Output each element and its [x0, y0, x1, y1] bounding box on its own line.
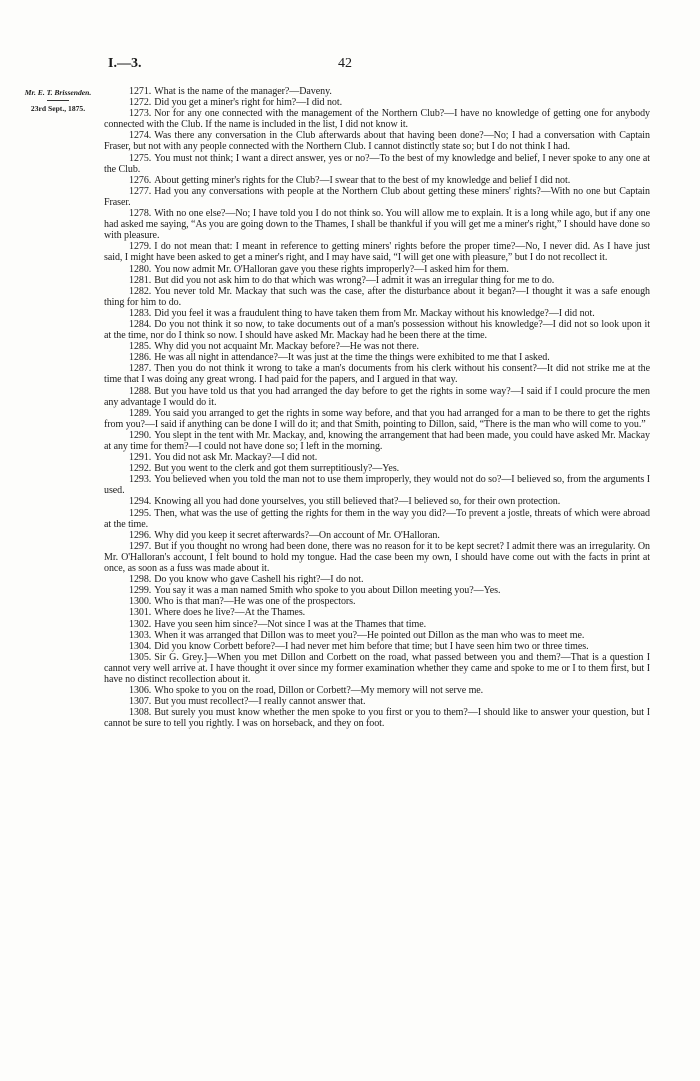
- question-text: Then you do not think it wrong to take a man's documents from his clerk without his consent?—It did not strike me at the time that I was doing any great wrong. I had paid for the papers, and I argued in that way.: [104, 363, 650, 386]
- question-text: Nor for any one connected with the management of the Northern Club?—I have no knowledge of getting one for anybody connected with the Club. If the name is included in the list, I did not know it.: [104, 108, 650, 131]
- question-number: 1278.: [129, 208, 152, 220]
- question-text: You must not think; I want a direct answer, yes or no?—To the best of my knowledge and belief, I never spoke to any one at the Club.: [104, 152, 650, 175]
- question-number: 1281.: [129, 274, 152, 286]
- question-paragraph: [104, 186, 650, 208]
- question-paragraph: [104, 596, 650, 607]
- question-number: 1288.: [129, 385, 152, 397]
- question-number: 1274.: [129, 130, 152, 142]
- question-text: You now admit Mr. O'Halloran gave you these rights improperly?—I asked him for them.: [154, 263, 509, 275]
- question-number: 1296.: [129, 529, 152, 541]
- question-text: I do not mean that: I meant in reference to getting miners' rights before the proper time?—No, I never did. As I have just said, I might have been asked to get a miner's right, and I may have said, “I will get one with pleasure,” but I do not recollect it.: [104, 241, 650, 264]
- question-paragraph: [104, 619, 650, 630]
- question-text: Then, what was the use of getting the rights for them in the way you did?—To prevent a jostle, threats of which were abroad at the time.: [104, 507, 650, 530]
- question-text: Why did you not acquaint Mr. Mackay before?—He was not there.: [154, 341, 419, 353]
- question-text: Why did you keep it secret afterwards?—On account of Mr. O'Halloran.: [154, 529, 440, 541]
- question-text: You say it was a man named Smith who spoke to you about Dillon meeting you?—Yes.: [154, 585, 501, 597]
- question-text: Did you get a miner's right for him?—I did not.: [154, 97, 343, 109]
- question-text: You believed when you told the man not to use them improperly, they would not do so?—I believed so, from the arguments I used.: [104, 474, 650, 497]
- question-paragraph: [104, 86, 650, 97]
- question-number: 1285.: [129, 341, 152, 353]
- question-number: 1271.: [129, 86, 152, 97]
- testimony-body: [104, 86, 650, 729]
- question-number: 1290.: [129, 429, 152, 441]
- question-paragraph: [104, 408, 650, 430]
- question-paragraph: [104, 208, 650, 241]
- question-text: What is the name of the manager?—Daveny.: [154, 86, 332, 97]
- question-number: 1287.: [129, 363, 152, 375]
- question-paragraph: [104, 286, 650, 308]
- question-paragraph: [104, 585, 650, 596]
- question-number: 1283.: [129, 307, 152, 319]
- question-paragraph: [104, 363, 650, 385]
- question-text: But did you not ask him to do that which was wrong?—I admit it was an irregular thing for me to do.: [154, 274, 555, 286]
- question-text: You did not ask Mr. Mackay?—I did not.: [154, 452, 318, 464]
- question-text: Who is that man?—He was one of the prospectors.: [154, 596, 356, 608]
- question-paragraph: [104, 175, 650, 186]
- question-number: 1294.: [129, 496, 152, 508]
- question-number: 1284.: [129, 318, 152, 330]
- margin-divider: [47, 100, 69, 101]
- question-number: 1273.: [129, 108, 152, 120]
- question-paragraph: [104, 607, 650, 618]
- margin-note: [18, 88, 98, 113]
- question-paragraph: [104, 474, 650, 496]
- page-number: 42: [338, 56, 352, 71]
- question-paragraph: [104, 707, 650, 729]
- question-text: You never told Mr. Mackay that such was the case, after the disturbance about it began?—I thought it was a safe enough thing for him to do.: [104, 285, 650, 308]
- question-number: 1276.: [129, 174, 152, 186]
- question-text: But you went to the clerk and got them surreptitiously?—Yes.: [154, 463, 400, 475]
- page-header: [108, 56, 643, 72]
- question-number: 1293.: [129, 474, 152, 486]
- question-number: 1279.: [129, 241, 152, 253]
- question-paragraph: [104, 630, 650, 641]
- question-text: He was all night in attendance?—It was just at the time the things were exhibited to me that I asked.: [154, 352, 550, 364]
- question-number: 1304.: [129, 640, 152, 652]
- question-text: About getting miner's rights for the Club?—I swear that to the best of my knowledge and belief I did not.: [154, 174, 571, 186]
- question-number: 1277.: [129, 185, 152, 197]
- question-number: 1282.: [129, 285, 152, 297]
- question-paragraph: [104, 241, 650, 263]
- question-paragraph: [104, 341, 650, 352]
- question-text: Did you know Corbett before?—I had never met him before that time; but I have seen him two or three times.: [154, 640, 589, 652]
- question-paragraph: [104, 541, 650, 574]
- question-number: 1300.: [129, 596, 152, 608]
- question-paragraph: [104, 264, 650, 275]
- question-paragraph: [104, 574, 650, 585]
- question-paragraph: [104, 452, 650, 463]
- question-text: You said you arranged to get the rights in some way before, and that you had arranged for a man to be there to get the rights from you?—I said if anything can be done I will do it; and that Smith, pointing to Dillon, said, “There is the man who will come to you.”: [104, 407, 650, 430]
- question-paragraph: [104, 641, 650, 652]
- question-number: 1289.: [129, 407, 152, 419]
- question-paragraph: [104, 496, 650, 507]
- paper-reference: I.—3.: [108, 56, 142, 71]
- question-paragraph: [104, 463, 650, 474]
- question-text: Sir G. Grey.]—When you met Dillon and Corbett on the road, what passed between you and them?—That is a question I cannot very well arrive at. I have thought it over since my former examination whether they came and spoke to me or I to them first, but I have no distinct recollection about it.: [104, 651, 650, 685]
- question-number: 1308.: [129, 707, 152, 719]
- question-paragraph: [104, 530, 650, 541]
- question-number: 1302.: [129, 618, 152, 630]
- question-number: 1303.: [129, 629, 152, 641]
- question-paragraph: [104, 352, 650, 363]
- question-paragraph: [104, 97, 650, 108]
- question-number: 1298.: [129, 574, 152, 586]
- question-text: You slept in the tent with Mr. Mackay, and, knowing the arrangement that had been made, you could have asked Mr. Mackay at any time for them?—I could not have done so; I left in the morning.: [104, 429, 650, 452]
- question-text: But if you thought no wrong had been done, there was no reason for it to be kept secret? I admit there was an irregularity. On Mr. O'Halloran's account, I felt bound to hold my tongue. Had the case been my own, I should have come out with the facts in print at once, as soon as a fuss was made about it.: [104, 540, 650, 575]
- question-number: 1291.: [129, 452, 152, 464]
- question-number: 1301.: [129, 607, 152, 619]
- question-paragraph: [104, 685, 650, 696]
- question-paragraph: [104, 108, 650, 130]
- question-paragraph: [104, 386, 650, 408]
- question-text: Knowing all you had done yourselves, you still believed that?—I believed so, for their own protection.: [154, 496, 561, 508]
- question-text: Do you not think it so now, to take documents out of a man's possession without his knowledge?—I did not so look upon it at the time, nor do I think so now. I should have asked Mr. Mackay had he been there at the time.: [104, 318, 650, 342]
- question-number: 1297.: [129, 540, 152, 552]
- question-paragraph: [104, 153, 650, 175]
- question-number: 1295.: [129, 507, 152, 519]
- question-text: Have you seen him since?—Not since I was at the Thames that time.: [154, 618, 427, 630]
- question-paragraph: [104, 696, 650, 707]
- question-paragraph: [104, 308, 650, 319]
- question-number: 1286.: [129, 352, 152, 364]
- question-text: Had you any conversations with people at the Northern Club about getting these miners' rights?—With no one but Captain Fraser.: [104, 185, 650, 208]
- question-paragraph: [104, 275, 650, 286]
- question-text: Who spoke to you on the road, Dillon or Corbett?—My memory will not serve me.: [154, 685, 484, 697]
- question-number: 1306.: [129, 685, 152, 697]
- question-paragraph: [104, 508, 650, 530]
- question-text: Do you know who gave Cashell his right?—I do not.: [154, 574, 364, 586]
- question-paragraph: [104, 430, 650, 452]
- question-number: 1299.: [129, 585, 152, 597]
- question-text: With no one else?—No; I have told you I do not think so. You will allow me to explain. It is a long while ago, but if any one had asked me saying, “As you are going down to the Thames, I shall be thankful if you will get me a miner's right,” I should have done so with pleasure.: [104, 208, 650, 242]
- question-text: When it was arranged that Dillon was to meet you?—He pointed out Dillon as the man who was to meet me.: [154, 629, 585, 641]
- question-number: 1272.: [129, 97, 152, 109]
- question-text: But you have told us that you had arranged the day before to get the rights in some way?—I said if I could procure the men any advantage I would do it.: [104, 385, 650, 408]
- question-number: 1307.: [129, 696, 152, 708]
- question-paragraph: [104, 319, 650, 341]
- question-text: But surely you must know whether the men spoke to you first or you to them?—I should like to answer your question, but I cannot be sure to tell you rightly. I was on horseback, and they on foot.: [104, 707, 650, 730]
- question-paragraph: [104, 130, 650, 152]
- question-number: 1275.: [129, 152, 152, 164]
- question-text: Was there any conversation in the Club afterwards about that having been done?—No; I had a conversation with Captain Fraser, but not with any people connected with the Northern Club. I cannot distinctly state so; but I do not think I had.: [104, 130, 650, 153]
- question-number: 1305.: [129, 651, 152, 663]
- question-text: But you must recollect?—I really cannot answer that.: [154, 696, 366, 708]
- question-number: 1292.: [129, 463, 152, 475]
- question-text: Did you feel it was a fraudulent thing to have taken them from Mr. Mackay without his knowledge?—I did not.: [154, 307, 595, 319]
- session-date: 23rd Sept., 1875.: [30, 104, 86, 113]
- witness-name: Mr. E. T. Brissenden.: [24, 88, 92, 97]
- question-number: 1280.: [129, 263, 152, 275]
- question-paragraph: [104, 652, 650, 685]
- question-text: Where does he live?—At the Thames.: [154, 607, 306, 619]
